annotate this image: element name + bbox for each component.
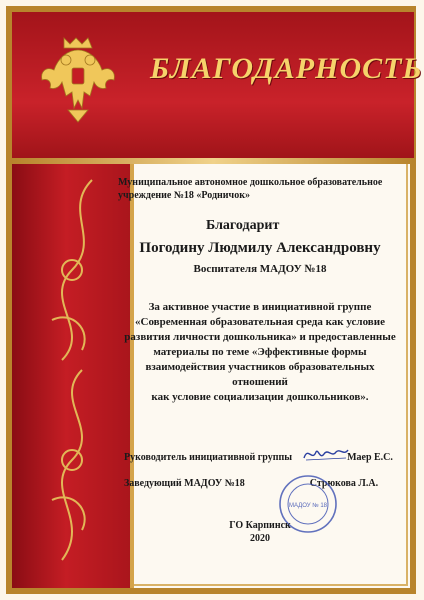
recipient-name: Погодину Людмилу Александровну: [139, 240, 381, 256]
stamp-text: МАДОУ № 18: [288, 503, 328, 509]
gold-ornament: [22, 170, 122, 570]
head-title: Заведующий МАДОУ №18: [124, 478, 245, 489]
header-gold-line: [12, 158, 414, 164]
reason-line-1: За активное участие в инициативной группе: [148, 301, 372, 313]
handwritten-signature: [302, 444, 350, 464]
year: 2020: [250, 533, 270, 544]
leader-title: Руководитель инициативной группы: [124, 452, 293, 463]
reason-line-5: взаимодействия участников образовательных отношений: [145, 361, 375, 388]
certificate-content: [118, 172, 402, 552]
thanks-heading: Благодарит: [206, 218, 280, 233]
reason-line-3: развития личности дошкольника» и предоставленные: [124, 331, 396, 343]
head-name: Стрюкова Л.А.: [309, 478, 379, 489]
certificate-title: БЛАГОДАРНОСТЬ: [150, 52, 423, 85]
reason-line-6: как условие социализации дошкольников».: [151, 391, 369, 403]
award-reason: [118, 300, 402, 405]
double-headed-eagle-icon: [36, 30, 120, 126]
recipient-position: Воспитателя МАДОУ №18: [193, 263, 327, 275]
reason-line-4: материалы по теме «Эффективные формы: [153, 346, 367, 358]
city: ГО Карпинск: [229, 520, 291, 531]
reason-line-2: «Современная образовательная среда как условие: [135, 316, 385, 328]
head-signature-line: [124, 478, 394, 489]
leader-name: Маер Е.С.: [347, 452, 393, 463]
organization-line-2: учреждение №18 «Родничок»: [118, 190, 250, 201]
organization-line-1: Муниципальное автономное дошкольное образовательное: [118, 177, 383, 188]
leader-signature-line: [124, 452, 394, 463]
organization-name: [118, 176, 398, 202]
